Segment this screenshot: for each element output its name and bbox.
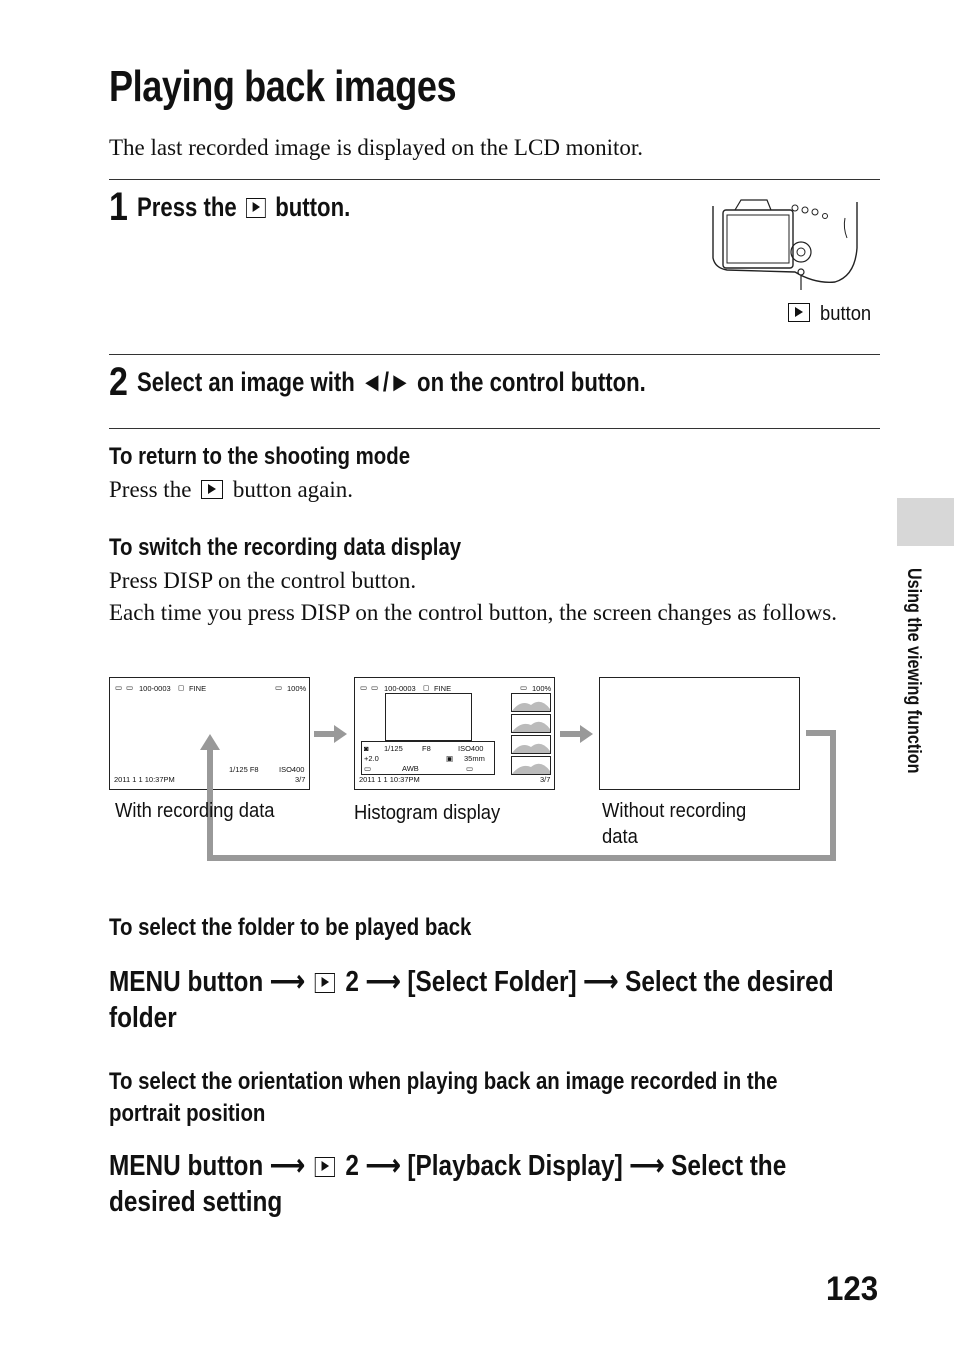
arrow-icon: ⟶ bbox=[583, 966, 619, 998]
switch-heading: To switch the recording data display bbox=[109, 534, 462, 561]
switch-body bbox=[109, 565, 849, 629]
folder-icon: ▭ bbox=[126, 683, 134, 692]
return-body-after: button again. bbox=[232, 477, 354, 502]
battery-icon: ▭ bbox=[520, 683, 528, 692]
intro-text: The last recorded image is displayed on the LCD monitor. bbox=[109, 135, 643, 160]
menu-number: 2 bbox=[345, 966, 359, 998]
quality-label: FINE bbox=[189, 684, 207, 693]
switch-line-1: Press DISP on the control button. bbox=[109, 568, 417, 593]
divider bbox=[109, 354, 880, 355]
dro-icon: ▭ bbox=[364, 764, 372, 773]
battery-icon: ▭ bbox=[275, 683, 283, 692]
playback-button-callout bbox=[784, 303, 875, 326]
date-time: 2011 1 1 10:37PM bbox=[114, 775, 175, 784]
return-body bbox=[109, 474, 353, 506]
memory-card-icon: ▭ bbox=[115, 683, 123, 692]
playback-icon bbox=[315, 973, 335, 993]
mode-icon: ◙ bbox=[364, 744, 369, 753]
menu-prefix: MENU button bbox=[109, 966, 264, 998]
exposure-comp: +2.0 bbox=[364, 754, 379, 763]
caption-without-recording-data bbox=[602, 798, 746, 850]
return-body-before: Press the bbox=[109, 477, 192, 502]
playback-icon bbox=[246, 198, 266, 218]
step-number-1: 1 bbox=[109, 185, 128, 229]
white-balance: AWB bbox=[402, 764, 419, 773]
step1-text bbox=[137, 192, 350, 223]
page-title: Playing back images bbox=[109, 62, 457, 111]
menu-prefix: MENU button bbox=[109, 1150, 264, 1182]
date-time: 2011 1 1 10:37PM bbox=[359, 775, 420, 784]
step2-text: Select an image with ◄/► on the control button. bbox=[137, 367, 646, 397]
menu-rest: Select the bbox=[671, 1150, 787, 1182]
orientation-heading-line-1: To select the orientation when playing back an image recorded in the bbox=[109, 1068, 778, 1095]
battery-level: 100% bbox=[532, 684, 552, 693]
step-number-2: 2 bbox=[109, 360, 128, 404]
playback-icon bbox=[788, 303, 810, 322]
menu-rest: Select the desired bbox=[625, 966, 834, 998]
file-number: 100-0003 bbox=[139, 684, 171, 693]
step1-text-after: button. bbox=[275, 192, 351, 222]
memory-card-icon: ▭ bbox=[360, 683, 368, 692]
menu-rest-line-2: desired setting bbox=[109, 1186, 283, 1218]
iso: ISO400 bbox=[279, 765, 305, 774]
playback-icon bbox=[201, 480, 223, 499]
divider bbox=[109, 179, 880, 180]
switch-line-2: Each time you press DISP on the control button, the screen changes as follows. bbox=[109, 600, 837, 625]
arrow-icon: ⟶ bbox=[629, 1150, 665, 1182]
focal-length: 35mm bbox=[464, 754, 485, 763]
caption-histogram-display: Histogram display bbox=[354, 802, 501, 824]
quality-icon: ◻ bbox=[423, 683, 430, 692]
caption-line-2: data bbox=[602, 826, 638, 848]
image-count: 3/7 bbox=[295, 775, 306, 784]
menu-item: [Playback Display] bbox=[407, 1150, 623, 1182]
caption-with-recording-data: With recording data bbox=[115, 800, 275, 822]
folder-icon: ▭ bbox=[371, 683, 379, 692]
image-count: 3/7 bbox=[540, 775, 551, 784]
folder-menu-path bbox=[109, 964, 954, 1036]
quality-icon: ◻ bbox=[178, 683, 185, 692]
battery-level: 100% bbox=[287, 684, 307, 693]
return-heading: To return to the shooting mode bbox=[109, 443, 411, 470]
quality-label: FINE bbox=[434, 684, 452, 693]
arrow-icon: ⟶ bbox=[270, 1150, 305, 1182]
camera-back-illustration bbox=[705, 198, 865, 290]
file-number: 100-0003 bbox=[384, 684, 416, 693]
menu-rest-line-2: folder bbox=[109, 1002, 177, 1034]
side-tab-label: Using the viewing function bbox=[903, 568, 924, 774]
section-tab-marker bbox=[897, 498, 954, 546]
orientation-menu-path bbox=[109, 1148, 915, 1220]
arrow-icon: ⟶ bbox=[365, 1150, 401, 1182]
caption-line-1: Without recording bbox=[602, 800, 747, 822]
orientation-heading-line-2: portrait position bbox=[109, 1100, 266, 1127]
aperture: F8 bbox=[422, 744, 431, 753]
callout-label: button bbox=[819, 303, 871, 325]
arrow-icon: ⟶ bbox=[270, 966, 305, 998]
folder-heading: To select the folder to be played back bbox=[109, 914, 472, 941]
shutter-aperture: 1/125 F8 bbox=[229, 765, 259, 774]
iso: ISO400 bbox=[458, 744, 484, 753]
menu-item: [Select Folder] bbox=[407, 966, 577, 998]
page-number: 123 bbox=[826, 1270, 879, 1308]
shutter-speed: 1/125 bbox=[384, 744, 403, 753]
creative-style-icon: ▭ bbox=[466, 764, 474, 773]
divider bbox=[109, 428, 880, 429]
menu-number: 2 bbox=[345, 1150, 359, 1182]
orientation-heading bbox=[109, 1066, 777, 1130]
metering-icon: ▣ bbox=[446, 754, 454, 763]
step1-text-before: Press the bbox=[137, 192, 237, 222]
playback-icon bbox=[315, 1157, 335, 1177]
arrow-icon: ⟶ bbox=[365, 966, 401, 998]
